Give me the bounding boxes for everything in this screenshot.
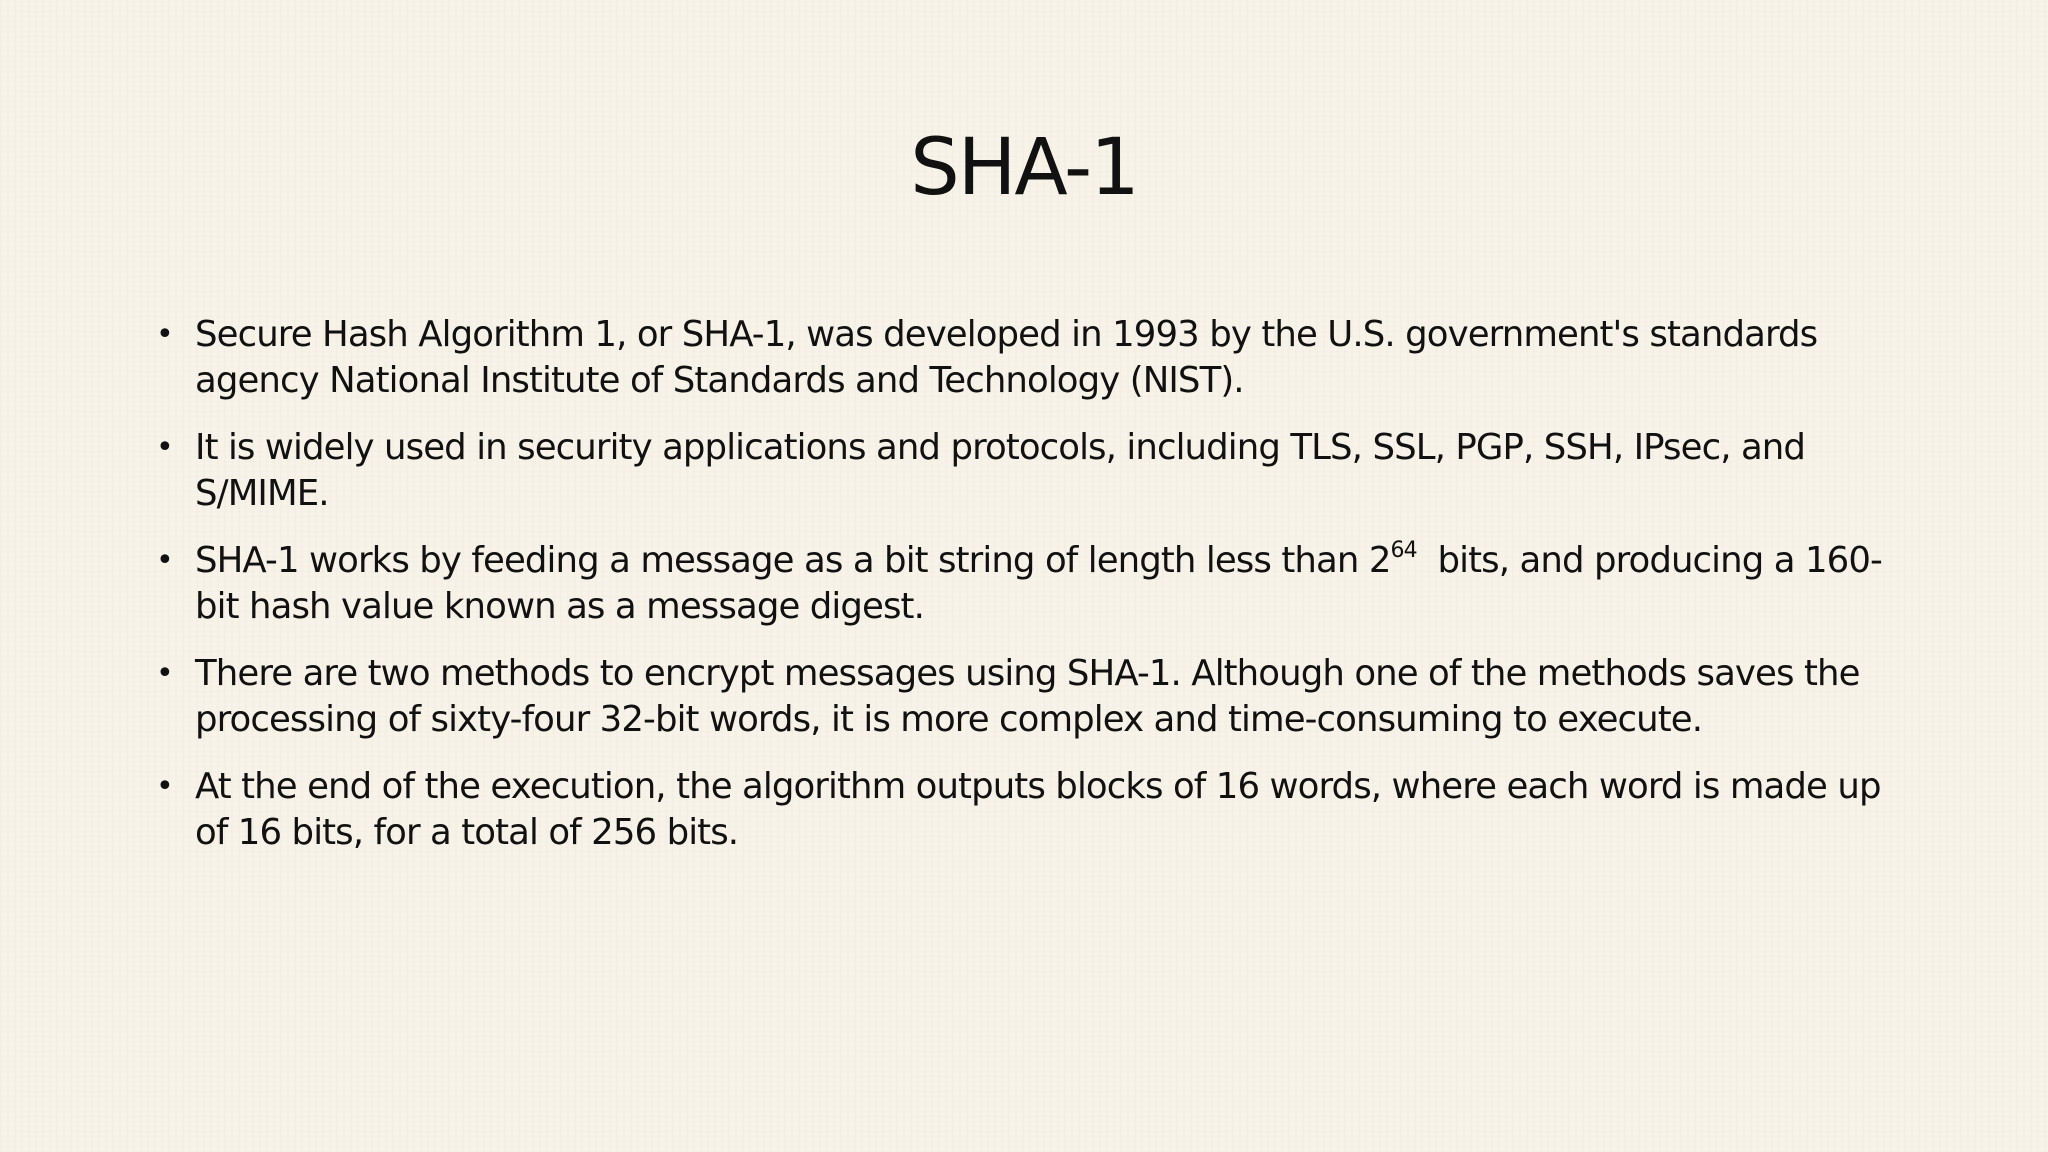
- bullet-item-output: [152, 764, 1912, 856]
- bullet-icon: •: [156, 769, 173, 804]
- bullet-text: It is widely used in security applications and protocols, including TLS, SSL, PGP, SSH, IPsec, and S/MIME.: [195, 427, 1806, 514]
- slide-title: SHA-1: [910, 123, 1138, 213]
- bullet-icon: •: [156, 317, 173, 352]
- bullet-icon: •: [156, 543, 173, 578]
- exponent-superscript: 64: [1390, 538, 1417, 563]
- bullet-text-before: SHA-1 works by feeding a message as a bit string of length less than 2: [195, 540, 1391, 581]
- bullet-item-methods: [152, 651, 1912, 743]
- bullet-icon: •: [156, 656, 173, 691]
- bullet-icon: •: [156, 430, 173, 465]
- bullet-list: [152, 312, 1912, 877]
- bullet-text: There are two methods to encrypt messages using SHA-1. Although one of the methods saves the processing of sixty-four 32-bit words, it is more complex and time-consuming to execute.: [195, 653, 1860, 740]
- bullet-text: Secure Hash Algorithm 1, or SHA-1, was developed in 1993 by the U.S. government's standards agency National Institute of Standards and Technology (NIST).: [195, 314, 1818, 401]
- bullet-item-history: [152, 312, 1912, 404]
- bullet-item-operation: [152, 538, 1912, 630]
- bullet-text: At the end of the execution, the algorithm outputs blocks of 16 words, where each word is made up of 16 bits, for a total of 256 bits.: [195, 766, 1881, 853]
- bullet-text-after: bits, and producing a 160-bit hash value known as a message digest.: [195, 540, 1882, 627]
- bullet-item-usage: [152, 425, 1912, 517]
